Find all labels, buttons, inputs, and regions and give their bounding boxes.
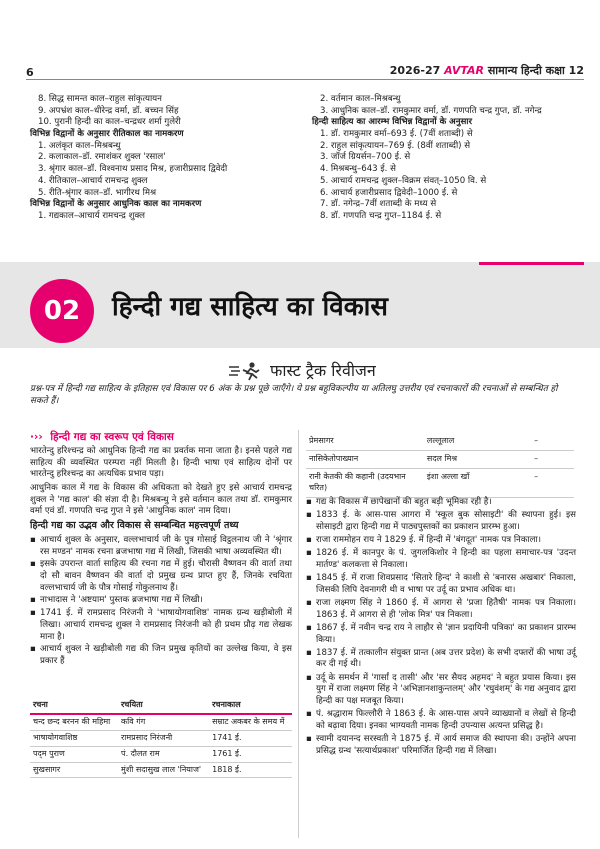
table-cell: प्रेमसागर <box>306 433 424 450</box>
list-item: 4. मिश्रबन्धु–643 ई. से <box>320 164 396 175</box>
table-cell: सम्राट अकबर के समय में <box>209 714 292 730</box>
list-item: 1. अलंकृत काल–मिश्रबन्धु <box>38 140 121 151</box>
fast-track-heading <box>228 360 376 382</box>
page-header <box>0 0 600 82</box>
column-divider <box>298 430 299 838</box>
list-item: ▪ 1845 ई. में राजा शिवप्रसाद 'सितारे हिन्द' ने काशी से 'बनारस अखबार' निकाला, जिसकी लिपि देवनागरी थी व भाषा पर उर्दू का प्रभाव अधिक था। <box>306 573 576 596</box>
page-number: 6 <box>26 66 34 79</box>
header-divider <box>26 79 584 80</box>
list-item: ▪ स्वामी दयानन्द सरस्वती ने 1875 ई. में आर्य समाज की स्थापना की। उन्होंने अपना प्रसिद्ध ग्रन्थ 'सत्यार्थप्रकाश' परिमार्जित हिन्दी गद्य में लिखा। <box>306 734 576 757</box>
list-item: 7. डॉ. नगेन्द्र–7वीं शताब्दी के मध्य से <box>320 199 437 210</box>
table-cell: नासिकेतोपाख्यान <box>306 450 424 468</box>
list-item: 8. डॉ. गणपति चन्द्र गुप्त–1184 ई. से <box>320 210 442 221</box>
fast-track-label: फास्ट ट्रैक रिवीजन <box>270 361 376 380</box>
table-cell: पं. दौलत राम <box>118 746 209 762</box>
list-item: 2. राहुल सांकृत्यायन–769 ई. (8वीं शताब्दी) से <box>320 140 471 151</box>
list-item: ▪ पं. श्रद्धाराम फिल्लौरी ने 1863 ई. के आस-पास अपने व्याख्यानों व लेखों से हिन्दी को बढ़ावा दिया। इनका भाग्यवती नामक हिन्दी उपन्यास अत्यन्त प्रसिद्ध है। <box>306 709 576 732</box>
table-cell: लल्लूलाल <box>424 433 531 450</box>
table-cell: मुंशी सदासुख लाल 'नियाज' <box>118 762 209 778</box>
table-cell: रानी केतकी की कहानी (उदयभान चरित) <box>306 468 424 497</box>
year-label: 2026-27 <box>389 64 441 77</box>
table-cell: 1818 ई. <box>209 762 292 778</box>
list-item: ▪ 1833 ई. के आस-पास आगरा में 'स्कूल बुक सोसाइटी' की स्थापना हुई। इस सोसाइटी द्वारा हिन्दी गद्य में पाठ्यपुस्तकों का प्रकाशन प्रारम्भ हुआ। <box>306 510 576 533</box>
running-figure-icon <box>228 361 262 381</box>
list-item: ▪ उर्दू के समर्थन में 'गार्सां द तासी' और 'सर सैयद अहमद' ने बहुत प्रयास किया। इस युग में राजा लक्ष्मण सिंह ने 'अभिज्ञानशाकुन्तलम्' और 'रघुवंशम्' के गद्य अनुवाद द्वारा हिन्दी का पक्ष मजबूत किया। <box>306 673 576 708</box>
table-cell: – <box>531 433 574 450</box>
table-row <box>306 468 574 497</box>
list-heading: हिन्दी साहित्य का आरम्भ विभिन्न विद्वानों के अनुसार <box>312 117 473 128</box>
fact-list <box>30 535 292 668</box>
class-label: कक्षा 12 <box>545 64 584 77</box>
list-item: ▪ आचार्य शुक्ल के अनुसार, वल्लभाचार्य जी के पुत्र गोसाई विट्ठलनाथ जी ने 'श्रृंगार रस मण्डन' नामक रचना ब्रजभाषा गद्य में लिखी, जिसकी भाषा अव्यवस्थित थी। <box>30 535 292 558</box>
chapter-accent-line <box>479 262 584 265</box>
list-item: ▪ 1826 ई. में कानपुर के पं. जुगलकिशोर ने हिन्दी का पहला समाचार-पत्र 'उदन्त मार्तण्ड' कलकत्ता से निकाला। <box>306 548 576 571</box>
list-item: 3. श्रृंगार काल–डॉ. विश्वनाथ प्रसाद मिश्र, हजारीप्रसाद द्विवेदी <box>38 164 228 175</box>
table-cell: सुखसागर <box>30 762 118 778</box>
list-heading: विभिन्न विद्वानों के अनुसार रीतिकाल का नामकरण <box>30 129 184 140</box>
table-row <box>306 433 574 450</box>
table-cell: – <box>531 450 574 468</box>
list-item: 3. आधुनिक काल–डॉ. रामकुमार वर्मा, डॉ. गणपति चन्द्र गुप्त, डॉ. नगेन्द्र <box>320 105 542 116</box>
table-cell: – <box>531 468 574 497</box>
top-right-list <box>312 94 592 223</box>
list-item: 10. पुरानी हिन्दी का काल–चन्द्रधर शर्मा गुलेरी <box>38 117 181 128</box>
running-header <box>390 64 584 79</box>
list-item: 4. रीतिकाल–आचार्य रामचन्द्र शुक्ल <box>38 175 148 186</box>
table-row <box>30 730 292 746</box>
table-cell: 1741 ई. <box>209 730 292 746</box>
table-cell: रामप्रसाद निरंजनी <box>118 730 209 746</box>
section-heading <box>30 430 174 444</box>
list-item: ▪ इसके उपरान्त वार्ता साहित्य की रचना गद्य में हुई। चौरासी वैष्णवन की वार्ता तथा दो सौ बावन वैष्णवन की वार्ता दो प्रमुख ग्रन्थ प्राप्त हुए हैं, जिनके रचयिता वल्लभाचार्य जी के पौत्र गोसाई गोकुलनाथ हैं। <box>30 559 292 594</box>
table-row <box>30 762 292 778</box>
column-header: रचयिता <box>118 698 209 714</box>
list-item: 2. वर्तमान काल–मिश्रबन्धु <box>320 94 401 104</box>
list-item: ▪ 1741 ई. में रामप्रसाद निरंजनी ने 'भाषायोगवाशिष्ठ' नामक ग्रन्थ खड़ीबोली में लिखा। आचार्य रामचन्द्र शुक्ल ने रामप्रसाद निरंजनी को ही प्रथम प्रौढ़ गद्य लेखक माना है। <box>30 608 292 643</box>
list-item: ▪ आचार्य शुक्ल ने खड़ीबोली गद्य की जिन प्रमुख कृतियों का उल्लेख किया, वे इस प्रकार हैं <box>30 644 292 667</box>
list-item: 6. आचार्य हजारीप्रसाद द्विवेदी–1000 ई. से <box>320 187 458 198</box>
table-cell: इंशा अल्ला खाँ <box>424 468 531 497</box>
intro-note: प्रश्न-पत्र में हिन्दी गद्य साहित्य के इतिहास एवं विकास पर 6 अंक के प्रश्न पूछे जाएँगे। ये प्रश्न बहुविकल्पीय या अतिलघु उत्तरीय एवं रचनाकारों की रचनाओं से सम्बन्धित हो सकते हैं। <box>30 384 558 406</box>
table-header-row <box>30 698 292 714</box>
table-cell: सदल मिश्र <box>424 450 531 468</box>
paragraph: भारतेन्दु हरिश्चन्द्र को आधुनिक हिन्दी गद्य का प्रवर्तक माना जाता है। इनसे पहले गद्य साहित्य की व्यवस्थित परम्परा नहीं मिलती है। हिन्दी भाषा एवं साहित्य दोनों पर भारतेन्दु हरिश्चन्द्र का अत्यधिक प्रभाव पड़ा। <box>30 446 292 480</box>
list-item: 2. कलाकाल–डॉ. रमाशंकर शुक्ल 'रसाल' <box>38 152 166 163</box>
list-item: ▪ गद्य के विकास में छापेखानों की बहुत बड़ी भूमिका रही है। <box>306 497 576 509</box>
right-fact-list <box>306 497 576 759</box>
list-item: 3. जॉर्ज ग्रियर्सन–700 ई. से <box>320 152 411 163</box>
chapter-title: हिन्दी गद्य साहित्य का विकास <box>112 292 388 322</box>
table-row <box>30 714 292 730</box>
list-item: ▪ राजा राममोहन राय ने 1829 ई. में हिन्दी में 'बंगदूत' नामक पत्र निकाला। <box>306 535 576 547</box>
table-cell: पद्‌म पुराण <box>30 746 118 762</box>
list-item: 1. गद्यकाल–आचार्य रामचन्द्र शुक्ल <box>38 210 145 221</box>
list-item: 5. रीति-श्रृंगार काल–डॉ. भागीरथ मिश्र <box>38 187 157 198</box>
works-table <box>30 698 292 778</box>
list-item: ▪ 1867 ई. में नवीन चन्द्र राय ने लाहौर से 'ज्ञान प्रदायिनी पत्रिका' का प्रकाशन प्रारम्भ किया। <box>306 623 576 646</box>
chevron-right-icon: ·›› <box>30 431 43 443</box>
list-item: 5. आचार्य रामचन्द्र शुक्ल–विक्रम संवत्–1050 वि. से <box>320 175 487 186</box>
continuation-table <box>306 433 574 498</box>
list-item: 1. डॉ. रामकुमार वर्मा–693 ई. (7वीं शताब्दी) से <box>320 129 473 140</box>
table-cell: भाषायोगवाशिष्ठ <box>30 730 118 746</box>
list-item: ▪ राजा लक्ष्मण सिंह ने 1860 ई. में आगरा से 'प्रजा हितैषी' नामक पत्र निकाला। 1863 ई. में आगरा से ही 'लोक मित्र' पत्र निकला। <box>306 598 576 621</box>
left-column <box>30 446 292 669</box>
book-title: सामान्य हिन्दी <box>487 64 542 77</box>
subheading: हिन्दी गद्य का उद्भव और विकास से सम्बन्धित महत्त्वपूर्ण तथ्य <box>30 520 239 532</box>
list-item: ▪ नाभादास ने 'अष्टयाम' पुस्तक ब्रजभाषा गद्य में लिखी। <box>30 595 292 607</box>
list-item: 8. सिद्ध सामन्त काल–राहुल सांकृत्यायन <box>38 94 162 104</box>
chapter-number: 02 <box>30 279 94 343</box>
paragraph: आधुनिक काल में गद्य के विकास की अधिकता को देखते हुए इसे आचार्य रामचन्द्र शुक्ल ने 'गद्य काल' की संज्ञा दी है। मिश्रबन्धु ने इसे वर्तमान काल तथा डॉ. रामकुमार वर्मा एवं डॉ. गणपति चन्द्र गुप्त ने इसे 'आधुनिक काल' नाम दिया। <box>30 483 292 517</box>
table-cell: कवि गंग <box>118 714 209 730</box>
column-header: रचना <box>30 698 118 714</box>
list-heading: विभिन्न विद्वानों के अनुसार आधुनिक काल का नामकरण <box>30 199 202 210</box>
table-cell: 1761 ई. <box>209 746 292 762</box>
table-row <box>306 450 574 468</box>
brand-logo: AVTAR <box>444 64 485 77</box>
table-row <box>30 746 292 762</box>
section-title: हिन्दी गद्य का स्वरूप एवं विकास <box>50 431 174 443</box>
list-item: ▪ 1837 ई. में तत्कालीन संयुक्त प्रान्त (अब उत्तर प्रदेश) के सभी दफ्तरों की भाषा उर्दू कर दी गई थी। <box>306 648 576 671</box>
table-cell: चन्द छन्द बरनन की महिमा <box>30 714 118 730</box>
top-left-list <box>30 94 300 223</box>
list-item: 9. अपभ्रंश काल–धीरेन्द्र वर्मा, डॉ. बच्चन सिंह <box>38 105 179 116</box>
column-header: रचनाकाल <box>209 698 292 714</box>
